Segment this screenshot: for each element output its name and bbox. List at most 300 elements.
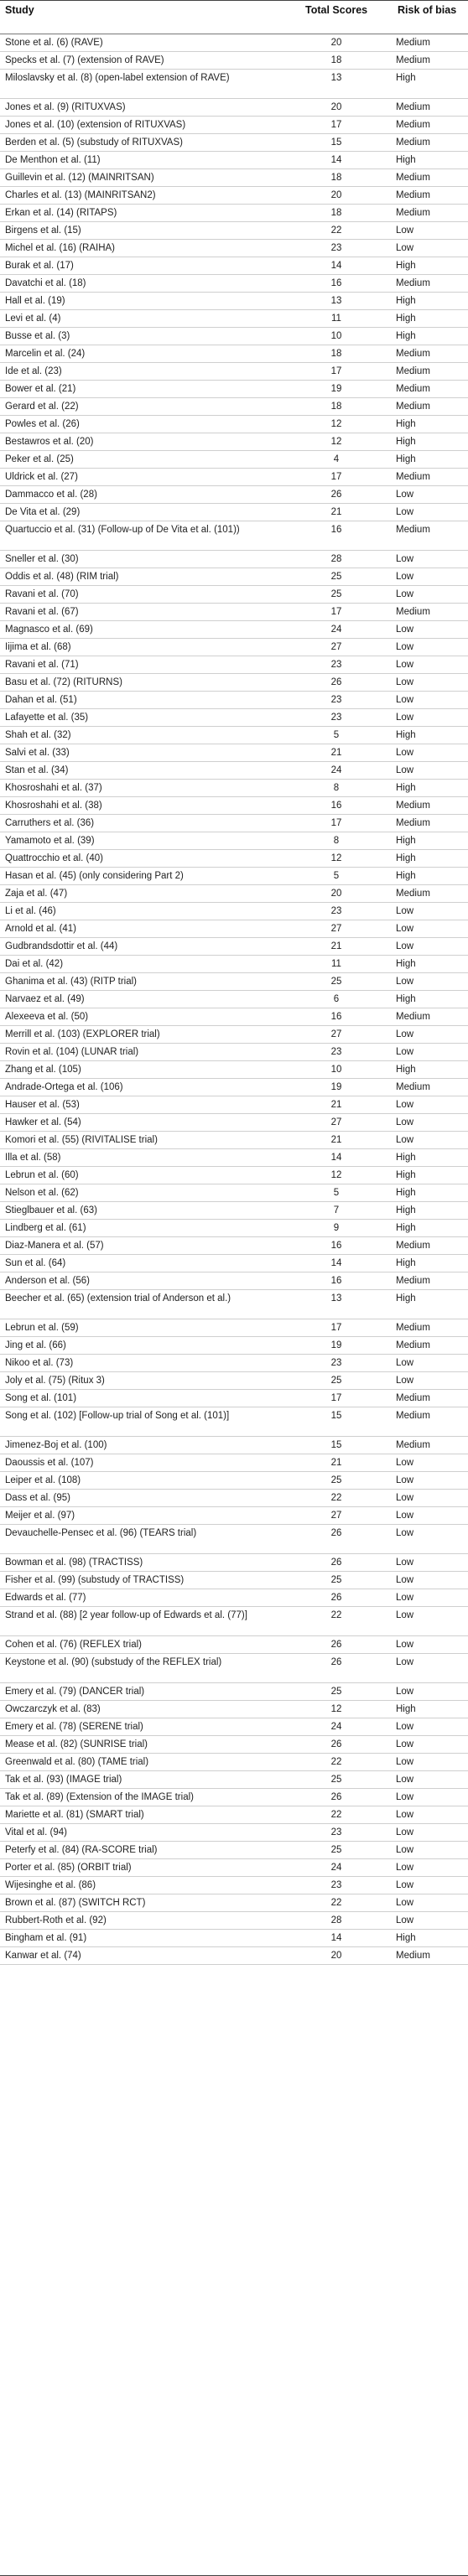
risk-cell: Medium xyxy=(396,1011,430,1022)
score-cell: 17 xyxy=(330,1322,342,1333)
table-row xyxy=(0,1589,468,1606)
risk-cell: Low xyxy=(396,1117,414,1127)
study-cell: Dammacco et al. (28) xyxy=(5,489,97,500)
table-row xyxy=(0,274,468,292)
table-row xyxy=(0,1524,468,1553)
score-cell: 14 xyxy=(330,1932,342,1943)
table-row xyxy=(0,1454,468,1471)
score-cell: 23 xyxy=(330,659,342,670)
score-cell: 22 xyxy=(330,1809,342,1820)
study-cell: Devauchelle-Pensec et al. (96) (TEARS trial) xyxy=(5,1527,197,1538)
score-cell: 26 xyxy=(330,1656,342,1667)
risk-cell: Low xyxy=(396,694,414,705)
score-cell: 28 xyxy=(330,1915,342,1926)
table-row xyxy=(0,415,468,433)
table-row xyxy=(0,1718,468,1735)
table-row xyxy=(0,1289,468,1319)
score-cell: 22 xyxy=(330,1609,342,1620)
table-row xyxy=(0,450,468,468)
study-cell: Jing et al. (66) xyxy=(5,1340,66,1350)
score-cell: 25 xyxy=(330,1375,342,1386)
table-row xyxy=(0,1806,468,1823)
risk-cell: Medium xyxy=(396,888,430,899)
study-cell: Cohen et al. (76) (REFLEX trial) xyxy=(5,1639,142,1650)
study-cell: Bower et al. (21) xyxy=(5,383,76,394)
table-row xyxy=(0,656,468,673)
score-cell: 26 xyxy=(330,1639,342,1650)
risk-cell: Low xyxy=(396,1375,414,1386)
study-cell: Ravani et al. (71) xyxy=(5,659,79,670)
score-cell: 21 xyxy=(330,506,342,517)
table-row xyxy=(0,1319,468,1336)
study-cell: Keystone et al. (90) (substudy of the REFLEX trial) xyxy=(5,1656,222,1667)
score-cell: 25 xyxy=(330,1686,342,1697)
study-cell: Mease et al. (82) (SUNRISE trial) xyxy=(5,1739,148,1749)
table-row xyxy=(0,955,468,972)
study-cell: Peterfy et al. (84) (RA-SCORE trial) xyxy=(5,1844,158,1855)
risk-cell: Medium xyxy=(396,348,430,359)
study-cell: Charles et al. (13) (MAINRITSAN2) xyxy=(5,189,156,200)
table-row xyxy=(0,1682,468,1700)
study-cell: Shah et al. (32) xyxy=(5,729,71,740)
table-row xyxy=(0,1571,468,1589)
risk-cell: Low xyxy=(396,1739,414,1749)
score-cell: 18 xyxy=(330,401,342,412)
study-cell: Uldrick et al. (27) xyxy=(5,471,78,482)
risk-cell: Low xyxy=(396,1492,414,1503)
study-cell: Gerard et al. (22) xyxy=(5,401,79,412)
table-row xyxy=(0,1858,468,1876)
risk-cell: High xyxy=(396,1169,416,1180)
table-row xyxy=(0,239,468,257)
risk-cell: Medium xyxy=(396,1950,430,1961)
score-cell: 17 xyxy=(330,817,342,828)
risk-cell: Low xyxy=(396,1756,414,1767)
table-row xyxy=(0,1201,468,1219)
table-row xyxy=(0,1489,468,1506)
table-row xyxy=(0,867,468,884)
risk-cell: High xyxy=(396,782,416,793)
table-row xyxy=(0,1166,468,1184)
score-cell: 25 xyxy=(330,1475,342,1485)
score-cell: 9 xyxy=(333,1222,340,1233)
table-row xyxy=(0,1876,468,1894)
risk-cell: Medium xyxy=(396,606,430,617)
table-row xyxy=(0,1371,468,1389)
risk-cell: Low xyxy=(396,553,414,564)
risk-cell: Low xyxy=(396,242,414,253)
score-cell: 16 xyxy=(330,1275,342,1286)
study-cell: Leiper et al. (108) xyxy=(5,1475,81,1485)
risk-cell: Low xyxy=(396,1557,414,1568)
table-row xyxy=(0,1841,468,1858)
risk-cell: Medium xyxy=(396,401,430,412)
risk-cell: High xyxy=(396,418,416,429)
study-cell: Ide et al. (23) xyxy=(5,365,62,376)
score-cell: 5 xyxy=(333,729,340,740)
score-cell: 26 xyxy=(330,676,342,687)
table-row xyxy=(0,1025,468,1043)
risk-cell: Low xyxy=(396,225,414,236)
table-row xyxy=(0,292,468,309)
table-row xyxy=(0,1700,468,1718)
table-row xyxy=(0,1735,468,1753)
score-cell: 27 xyxy=(330,1029,342,1039)
risk-cell: High xyxy=(396,1257,416,1268)
risk-cell: Medium xyxy=(396,207,430,218)
study-cell: Andrade-Ortega et al. (106) xyxy=(5,1081,123,1092)
table-row xyxy=(0,186,468,204)
risk-cell: High xyxy=(396,72,416,83)
score-cell: 28 xyxy=(330,553,342,564)
risk-cell: Low xyxy=(396,1897,414,1908)
study-cell: Vital et al. (94) xyxy=(5,1827,67,1837)
risk-cell: Medium xyxy=(396,1081,430,1092)
study-cell: Bingham et al. (91) xyxy=(5,1932,87,1943)
score-cell: 16 xyxy=(330,1011,342,1022)
header-study: Study xyxy=(5,4,34,16)
table-row xyxy=(0,1389,468,1407)
study-cell: Quattrocchio et al. (40) xyxy=(5,853,103,863)
table-row xyxy=(0,638,468,656)
table-row xyxy=(0,380,468,397)
score-cell: 25 xyxy=(330,588,342,599)
study-cell: Anderson et al. (56) xyxy=(5,1275,91,1286)
risk-cell: Low xyxy=(396,747,414,758)
score-cell: 27 xyxy=(330,641,342,652)
table-row xyxy=(0,1911,468,1929)
table-row xyxy=(0,990,468,1008)
study-cell: Hasan et al. (45) (only considering Part 2) xyxy=(5,870,184,881)
score-cell: 17 xyxy=(330,606,342,617)
score-cell: 18 xyxy=(330,207,342,218)
risk-cell: Low xyxy=(396,1357,414,1368)
table-row xyxy=(0,1131,468,1148)
score-cell: 21 xyxy=(330,747,342,758)
study-cell: Rovin et al. (104) (LUNAR trial) xyxy=(5,1046,139,1057)
risk-cell: High xyxy=(396,1064,416,1075)
risk-cell: Low xyxy=(396,1809,414,1820)
risk-cell: High xyxy=(396,853,416,863)
study-cell: Emery et al. (78) (SERENE trial) xyxy=(5,1721,143,1732)
score-cell: 19 xyxy=(330,383,342,394)
study-cell: Fisher et al. (99) (substudy of TRACTISS) xyxy=(5,1574,185,1585)
risk-cell: High xyxy=(396,295,416,306)
risk-cell: Medium xyxy=(396,1240,430,1251)
table-row xyxy=(0,433,468,450)
study-cell: Zaja et al. (47) xyxy=(5,888,68,899)
table-row xyxy=(0,1506,468,1524)
score-cell: 23 xyxy=(330,905,342,916)
study-cell: Salvi et al. (33) xyxy=(5,747,70,758)
risk-cell: Medium xyxy=(396,800,430,811)
score-cell: 12 xyxy=(330,1703,342,1714)
study-cell: Song et al. (101) xyxy=(5,1392,77,1403)
table-row xyxy=(0,116,468,133)
risk-cell: Low xyxy=(396,641,414,652)
risk-cell: Medium xyxy=(396,137,430,148)
table-row xyxy=(0,309,468,327)
score-cell: 22 xyxy=(330,1897,342,1908)
study-cell: Stan et al. (34) xyxy=(5,765,69,775)
study-cell: Michel et al. (16) (RAIHA) xyxy=(5,242,116,253)
score-cell: 26 xyxy=(330,1557,342,1568)
table-row xyxy=(0,1219,468,1236)
risk-cell: Medium xyxy=(396,54,430,65)
study-cell: Bowman et al. (98) (TRACTISS) xyxy=(5,1557,143,1568)
score-cell: 21 xyxy=(330,1457,342,1468)
risk-cell: Medium xyxy=(396,1392,430,1403)
risk-cell: Low xyxy=(396,1457,414,1468)
score-cell: 14 xyxy=(330,260,342,271)
score-cell: 18 xyxy=(330,172,342,183)
study-cell: Kanwar et al. (74) xyxy=(5,1950,81,1961)
study-cell: Carruthers et al. (36) xyxy=(5,817,95,828)
table-header xyxy=(0,0,468,34)
risk-cell: Medium xyxy=(396,471,430,482)
score-cell: 16 xyxy=(330,277,342,288)
study-cell: Edwards et al. (77) xyxy=(5,1592,86,1603)
study-cell: Lafayette et al. (35) xyxy=(5,712,89,723)
table-row xyxy=(0,1946,468,1964)
score-cell: 18 xyxy=(330,348,342,359)
study-cell: Miloslavsky et al. (8) (open-label extension of RAVE) xyxy=(5,72,230,83)
table-row xyxy=(0,550,468,568)
score-cell: 24 xyxy=(330,765,342,775)
study-cell: Tak et al. (93) (IMAGE trial) xyxy=(5,1774,122,1785)
score-cell: 18 xyxy=(330,54,342,65)
table-row xyxy=(0,673,468,691)
table-row xyxy=(0,1788,468,1806)
risk-cell: Low xyxy=(396,1046,414,1057)
study-cell: Lebrun et al. (59) xyxy=(5,1322,79,1333)
study-cell: Nikoo et al. (73) xyxy=(5,1357,74,1368)
risk-cell: High xyxy=(396,330,416,341)
risk-cell: Low xyxy=(396,712,414,723)
score-cell: 17 xyxy=(330,1392,342,1403)
risk-cell: High xyxy=(396,1932,416,1943)
risk-cell: Low xyxy=(396,1527,414,1538)
study-cell: Hall et al. (19) xyxy=(5,295,65,306)
table-row xyxy=(0,34,468,51)
score-cell: 12 xyxy=(330,418,342,429)
risk-cell: Medium xyxy=(396,119,430,130)
score-cell: 23 xyxy=(330,242,342,253)
score-cell: 13 xyxy=(330,295,342,306)
score-cell: 15 xyxy=(330,1410,342,1421)
risk-cell: Medium xyxy=(396,1275,430,1286)
table-row xyxy=(0,345,468,362)
study-cell: Guillevin et al. (12) (MAINRITSAN) xyxy=(5,172,154,183)
study-cell: Illa et al. (58) xyxy=(5,1152,61,1163)
study-cell: Busse et al. (3) xyxy=(5,330,70,341)
table-row xyxy=(0,1008,468,1025)
study-cell: De Vita et al. (29) xyxy=(5,506,81,517)
table-row xyxy=(0,1096,468,1113)
score-cell: 23 xyxy=(330,694,342,705)
table-row xyxy=(0,1236,468,1254)
table-row xyxy=(0,920,468,937)
study-cell: Davatchi et al. (18) xyxy=(5,277,86,288)
table-row xyxy=(0,568,468,585)
table-row xyxy=(0,1436,468,1454)
risk-cell: Medium xyxy=(396,172,430,183)
risk-cell: Low xyxy=(396,905,414,916)
table-body xyxy=(0,34,468,1964)
risk-cell: High xyxy=(396,454,416,464)
study-cell: Dahan et al. (51) xyxy=(5,694,77,705)
score-cell: 10 xyxy=(330,330,342,341)
table-row xyxy=(0,1060,468,1078)
risk-cell: Low xyxy=(396,1844,414,1855)
table-row xyxy=(0,585,468,603)
risk-cell: Low xyxy=(396,1686,414,1697)
risk-cell: Medium xyxy=(396,817,430,828)
score-cell: 5 xyxy=(333,870,340,881)
study-cell: Diaz-Manera et al. (57) xyxy=(5,1240,104,1251)
score-cell: 12 xyxy=(330,1169,342,1180)
study-cell: Dass et al. (95) xyxy=(5,1492,70,1503)
risk-cell: High xyxy=(396,260,416,271)
score-cell: 26 xyxy=(330,489,342,500)
study-cell: Ghanima et al. (43) (RITP trial) xyxy=(5,976,138,987)
table-row xyxy=(0,1113,468,1131)
study-cell: Hauser et al. (53) xyxy=(5,1099,80,1110)
risk-cell: Low xyxy=(396,1609,414,1620)
table-row xyxy=(0,1929,468,1946)
score-cell: 27 xyxy=(330,923,342,934)
table-row xyxy=(0,221,468,239)
risk-cell: Low xyxy=(396,676,414,687)
study-cell: Ravani et al. (67) xyxy=(5,606,79,617)
study-cell: De Menthon et al. (11) xyxy=(5,154,101,165)
score-cell: 21 xyxy=(330,1099,342,1110)
risk-cell: High xyxy=(396,1152,416,1163)
study-cell: Emery et al. (79) (DANCER trial) xyxy=(5,1686,145,1697)
score-cell: 11 xyxy=(331,958,341,969)
score-cell: 23 xyxy=(330,712,342,723)
score-cell: 12 xyxy=(330,436,342,447)
table-row xyxy=(0,1753,468,1770)
top-rule xyxy=(0,0,468,1)
header-risk-of-bias: Risk of bias xyxy=(398,4,457,16)
table-row xyxy=(0,814,468,832)
table-row xyxy=(0,98,468,116)
risk-cell: Low xyxy=(396,1099,414,1110)
risk-cell: High xyxy=(396,436,416,447)
table-row xyxy=(0,397,468,415)
study-cell: Birgens et al. (15) xyxy=(5,225,81,236)
header-row xyxy=(0,0,468,34)
study-cell: Brown et al. (87) (SWITCH RCT) xyxy=(5,1897,146,1908)
study-cell: Lebrun et al. (60) xyxy=(5,1169,79,1180)
score-cell: 15 xyxy=(330,137,342,148)
table-row xyxy=(0,1606,468,1635)
score-cell: 15 xyxy=(330,1439,342,1450)
score-cell: 25 xyxy=(330,1774,342,1785)
table-row xyxy=(0,1635,468,1653)
study-cell: Komori et al. (55) (RIVITALISE trial) xyxy=(5,1134,158,1145)
table-row xyxy=(0,503,468,521)
risk-cell: Low xyxy=(396,588,414,599)
risk-cell: Low xyxy=(396,923,414,934)
risk-cell: High xyxy=(396,313,416,324)
study-cell: Powles et al. (26) xyxy=(5,418,80,429)
score-cell: 20 xyxy=(330,37,342,48)
risk-cell: Medium xyxy=(396,277,430,288)
risk-cell: Low xyxy=(396,1774,414,1785)
table-row xyxy=(0,204,468,221)
study-cell: Strand et al. (88) [2 year follow-up of Edwards et al. (77)] xyxy=(5,1609,247,1620)
study-cell: Gudbrandsdottir et al. (44) xyxy=(5,941,118,951)
table-row xyxy=(0,884,468,902)
risk-cell: Low xyxy=(396,1915,414,1926)
risk-cell: Low xyxy=(396,765,414,775)
study-cell: Peker et al. (25) xyxy=(5,454,74,464)
study-cell: Burak et al. (17) xyxy=(5,260,74,271)
score-cell: 4 xyxy=(333,454,340,464)
risk-cell: High xyxy=(396,870,416,881)
table-row xyxy=(0,1471,468,1489)
score-cell: 11 xyxy=(331,313,341,324)
study-cell: Ravani et al. (70) xyxy=(5,588,79,599)
table-row xyxy=(0,257,468,274)
score-cell: 16 xyxy=(330,1240,342,1251)
table-row xyxy=(0,485,468,503)
score-cell: 7 xyxy=(333,1205,340,1215)
table-row xyxy=(0,691,468,708)
study-cell: Khosroshahi et al. (37) xyxy=(5,782,102,793)
score-cell: 22 xyxy=(330,1756,342,1767)
risk-cell: Medium xyxy=(396,37,430,48)
study-cell: Erkan et al. (14) (RITAPS) xyxy=(5,207,117,218)
score-cell: 21 xyxy=(330,1134,342,1145)
table-row xyxy=(0,1894,468,1911)
study-cell: Hawker et al. (54) xyxy=(5,1117,81,1127)
table-row xyxy=(0,51,468,69)
score-cell: 12 xyxy=(330,853,342,863)
score-cell: 24 xyxy=(330,1721,342,1732)
study-cell: Joly et al. (75) (Ritux 3) xyxy=(5,1375,105,1386)
risk-cell: High xyxy=(396,154,416,165)
risk-cell: Low xyxy=(396,1639,414,1650)
risk-cell: Medium xyxy=(396,383,430,394)
study-cell: Jones et al. (9) (RITUXVAS) xyxy=(5,101,126,112)
score-cell: 5 xyxy=(333,1187,340,1198)
study-cell: Arnold et al. (41) xyxy=(5,923,77,934)
score-cell: 20 xyxy=(330,1950,342,1961)
study-cell: Rubbert-Roth et al. (92) xyxy=(5,1915,107,1926)
score-cell: 20 xyxy=(330,101,342,112)
study-cell: Specks et al. (7) (extension of RAVE) xyxy=(5,54,164,65)
table-row xyxy=(0,69,468,98)
score-cell: 8 xyxy=(333,782,340,793)
study-cell: Porter et al. (85) (ORBIT trial) xyxy=(5,1862,132,1873)
study-cell: Alexeeva et al. (50) xyxy=(5,1011,89,1022)
risk-cell: Low xyxy=(396,1475,414,1485)
risk-cell: High xyxy=(396,835,416,846)
risk-cell: Medium xyxy=(396,1439,430,1450)
study-cell: Merrill et al. (103) (EXPLORER trial) xyxy=(5,1029,160,1039)
risk-cell: Low xyxy=(396,1721,414,1732)
study-cell: Quartuccio et al. (31) (Follow-up of De Vita et al. (101)) xyxy=(5,524,240,535)
score-cell: 14 xyxy=(330,1152,342,1163)
score-cell: 17 xyxy=(330,365,342,376)
score-cell: 10 xyxy=(330,1064,342,1075)
risk-cell: Low xyxy=(396,1510,414,1521)
study-cell: Beecher et al. (65) (extension trial of Anderson et al.) xyxy=(5,1293,231,1304)
study-cell: Mariette et al. (81) (SMART trial) xyxy=(5,1809,144,1820)
